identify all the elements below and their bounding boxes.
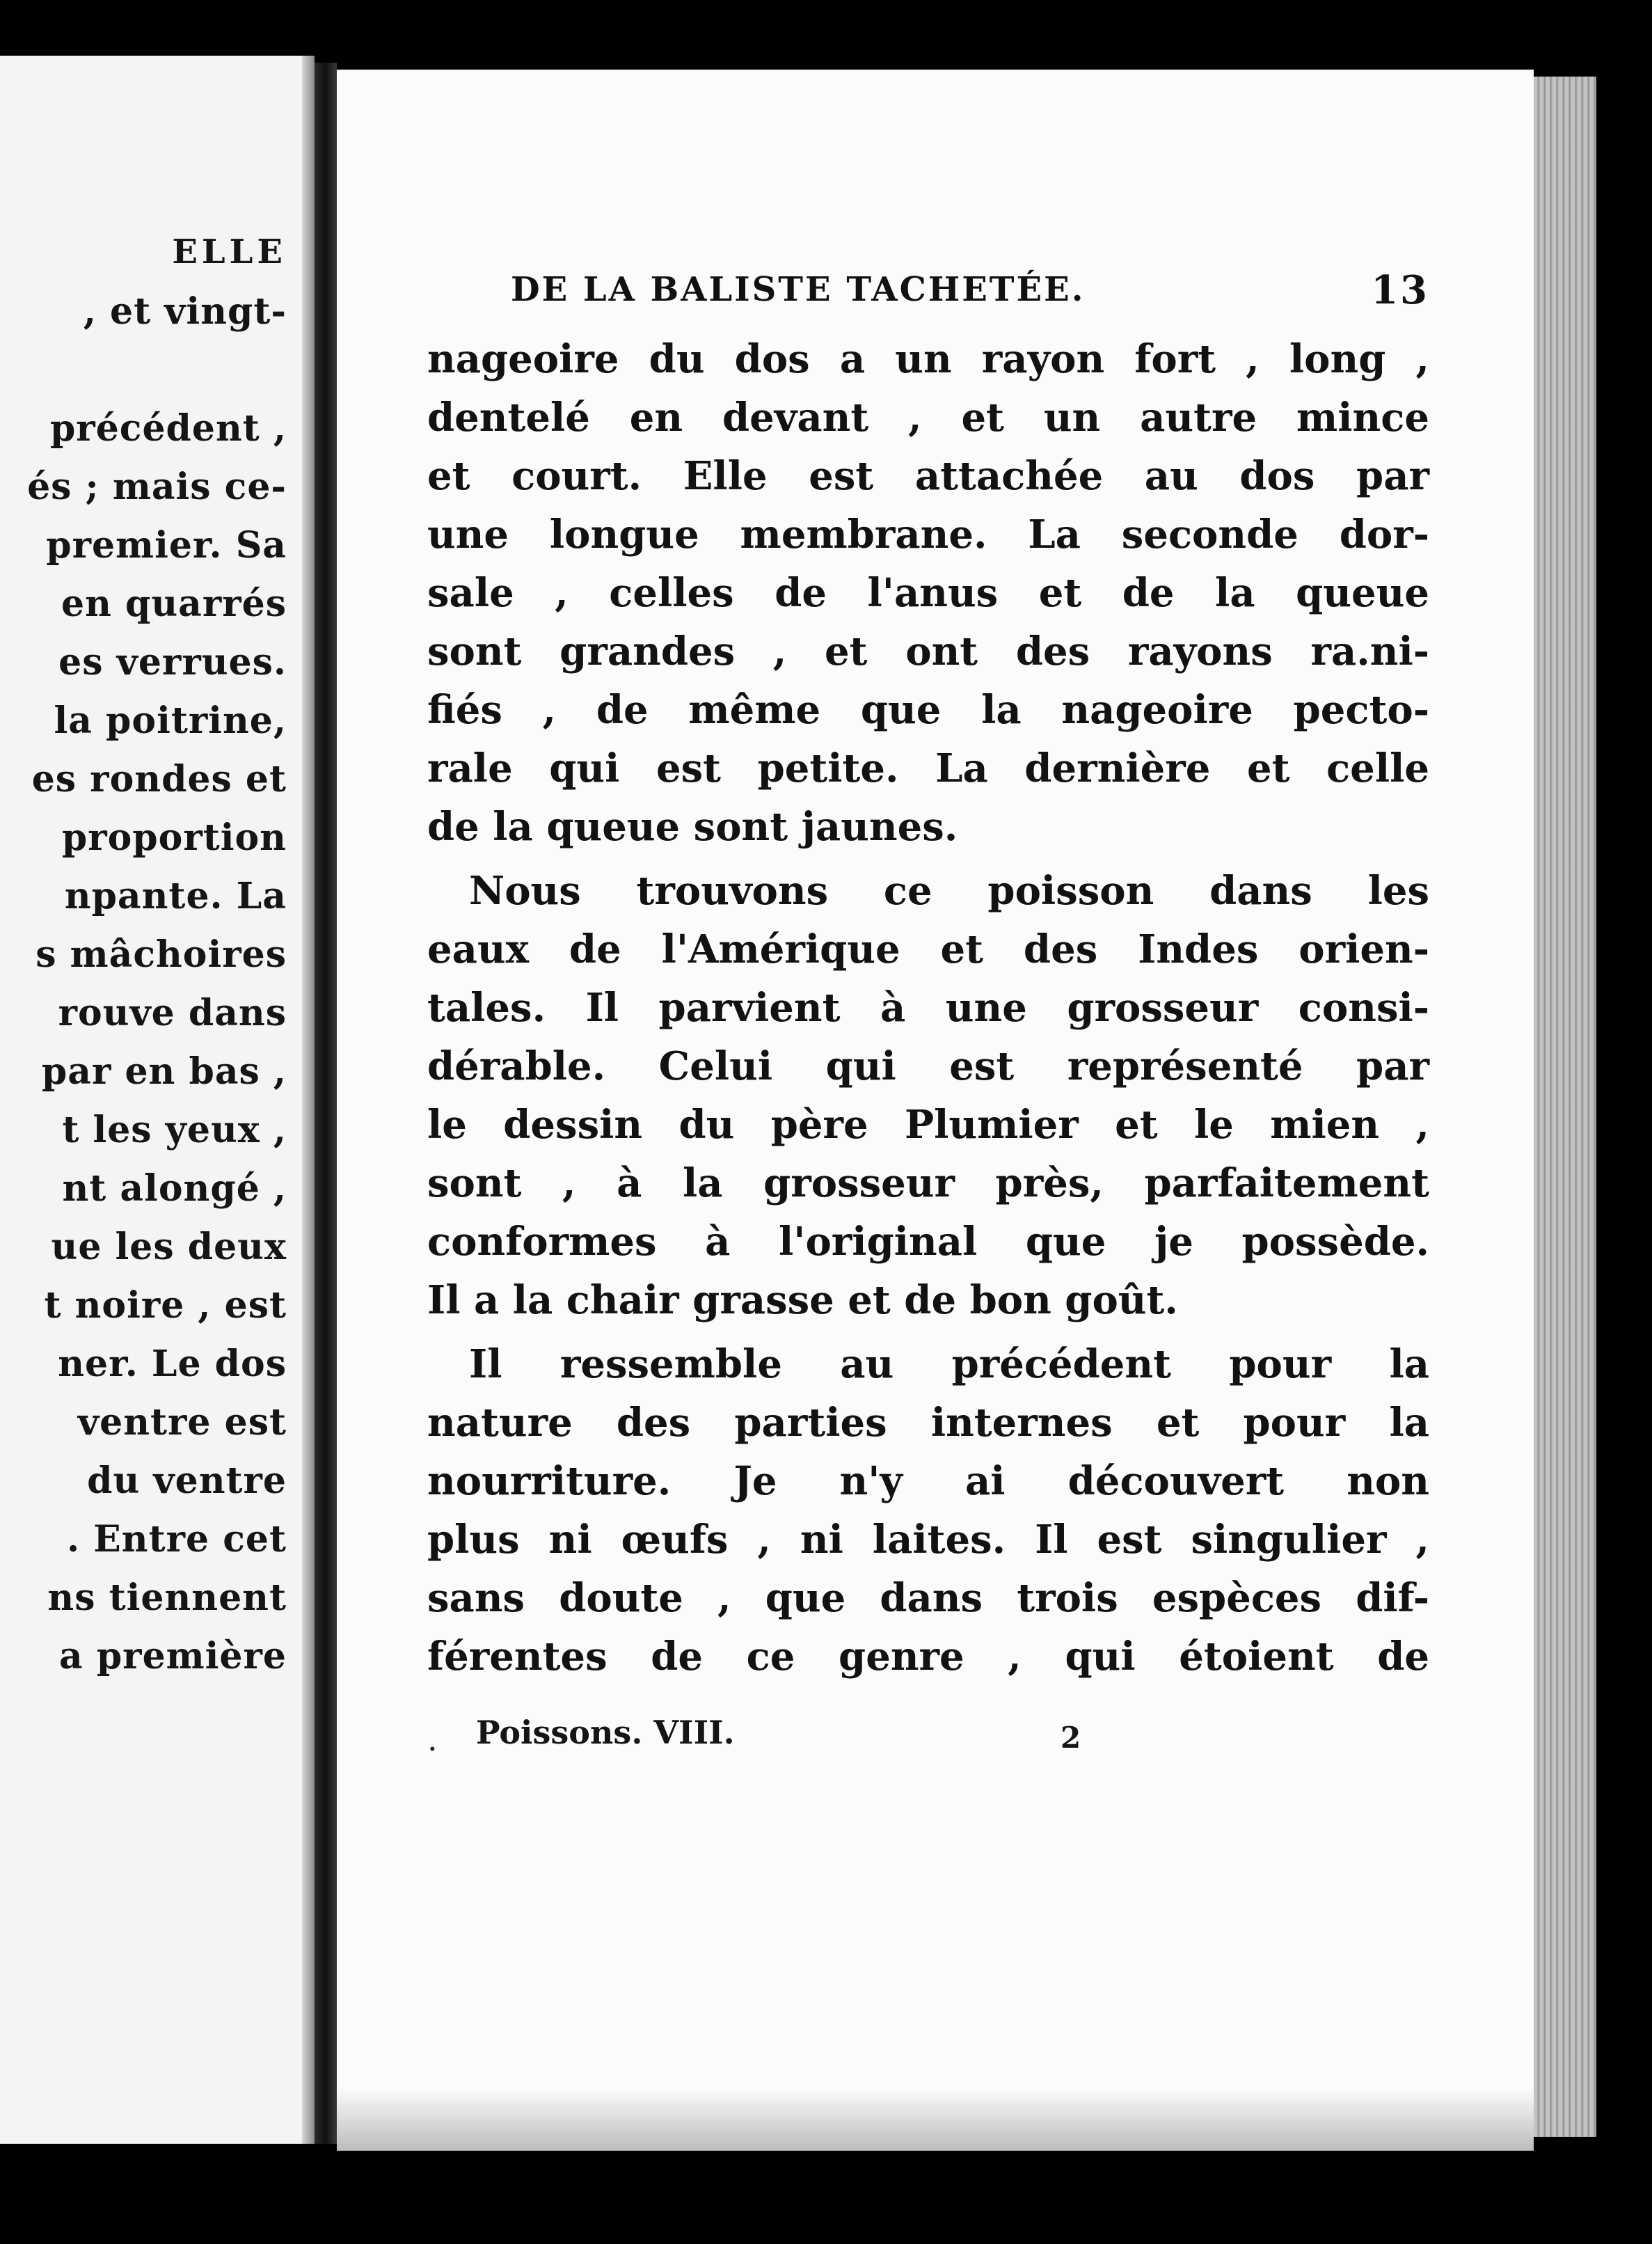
left-page-gutter bbox=[302, 56, 315, 2144]
sheet-number: 2 bbox=[1061, 1721, 1081, 1755]
text-line: nourriture. Je n'y ai découvert non bbox=[427, 1458, 1429, 1504]
text-line: nature des parties internes et pour la bbox=[427, 1400, 1429, 1446]
text-line: Il a la chair grasse et de bon goût. bbox=[427, 1277, 1178, 1323]
left-text-line: premier. Sa bbox=[46, 524, 287, 567]
left-text-line: ue les deux bbox=[51, 1226, 287, 1268]
text-line: nageoire du dos a un rayon fort , long , bbox=[427, 336, 1429, 382]
left-text-line: és ; mais ce- bbox=[27, 466, 287, 508]
text-line: tales. Il parvient à une grosseur consi- bbox=[427, 985, 1429, 1031]
paragraph-first-line: Il ressemble au précédent pour la bbox=[469, 1341, 1429, 1387]
text-line: férentes de ce genre , qui étoient de bbox=[427, 1634, 1429, 1680]
text-line: sont grandes , et ont des rayons ra.ni- bbox=[427, 629, 1429, 674]
text-line: eaux de l'Amérique et des Indes orien- bbox=[427, 926, 1429, 972]
text-line: conformes à l'original que je possède. bbox=[427, 1219, 1429, 1265]
text-line: dentelé en devant , et un autre mince bbox=[427, 395, 1429, 441]
left-text-line: la poitrine, bbox=[54, 700, 287, 742]
left-text-line: proportion bbox=[61, 816, 287, 859]
text-line: et court. Elle est attachée au dos par bbox=[427, 453, 1429, 499]
left-text-line: t les yeux , bbox=[62, 1109, 287, 1151]
text-line: sale , celles de l'anus et de la queue bbox=[427, 570, 1429, 616]
left-text-line: es verrues. bbox=[58, 641, 287, 684]
text-line: sont , à la grosseur près, parfaitement bbox=[427, 1160, 1429, 1206]
left-text-line: par en bas , bbox=[41, 1050, 287, 1093]
left-text-line: ventre est bbox=[77, 1401, 287, 1444]
text-line: sans doute , que dans trois espèces dif- bbox=[427, 1575, 1429, 1621]
left-text-line: . Entre cet bbox=[66, 1518, 287, 1560]
left-text-line: du ventre bbox=[87, 1460, 287, 1502]
left-text-line: ns tiennent bbox=[47, 1577, 287, 1619]
left-text-line: npante. La bbox=[64, 875, 287, 917]
left-text-line: t noire , est bbox=[44, 1284, 287, 1327]
left-text-line: ner. Le dos bbox=[58, 1343, 287, 1385]
text-line: fiés , de même que la nageoire pecto- bbox=[427, 687, 1429, 733]
left-text-line: a première bbox=[59, 1635, 287, 1677]
left-text-line: , et vingt- bbox=[83, 290, 287, 333]
text-line: le dessin du père Plumier et le mien , bbox=[427, 1102, 1429, 1148]
page-number: 13 bbox=[1371, 267, 1429, 313]
left-text-line: rouve dans bbox=[58, 992, 287, 1034]
signature-dot: . bbox=[427, 1721, 438, 1758]
left-page bbox=[0, 56, 315, 2144]
text-line: plus ni œufs , ni laites. Il est singulier , bbox=[427, 1517, 1429, 1563]
right-page bbox=[337, 70, 1534, 2151]
left-text-line: précédent , bbox=[49, 407, 287, 450]
left-text-line: nt alongé , bbox=[62, 1167, 287, 1210]
running-head-title: DE LA BALISTE TACHETÉE. bbox=[511, 270, 1086, 309]
text-line: dérable. Celui qui est représenté par bbox=[427, 1043, 1429, 1089]
page-bottom-shadow bbox=[337, 2088, 1534, 2151]
page-fore-edge bbox=[1534, 77, 1596, 2137]
text-line: rale qui est petite. La dernière et celle bbox=[427, 745, 1429, 791]
book-spine bbox=[315, 63, 337, 2144]
left-text-line: en quarrés bbox=[61, 583, 287, 625]
left-text-line: s mâchoires bbox=[35, 933, 287, 976]
text-line: de la queue sont jaunes. bbox=[427, 804, 958, 850]
left-running-head: ELLE bbox=[172, 232, 287, 271]
left-text-line: es rondes et bbox=[31, 758, 287, 800]
signature-mark: Poissons. VIII. bbox=[476, 1714, 735, 1751]
text-line: une longue membrane. La seconde dor- bbox=[427, 512, 1429, 558]
paragraph-first-line: Nous trouvons ce poisson dans les bbox=[469, 868, 1429, 914]
